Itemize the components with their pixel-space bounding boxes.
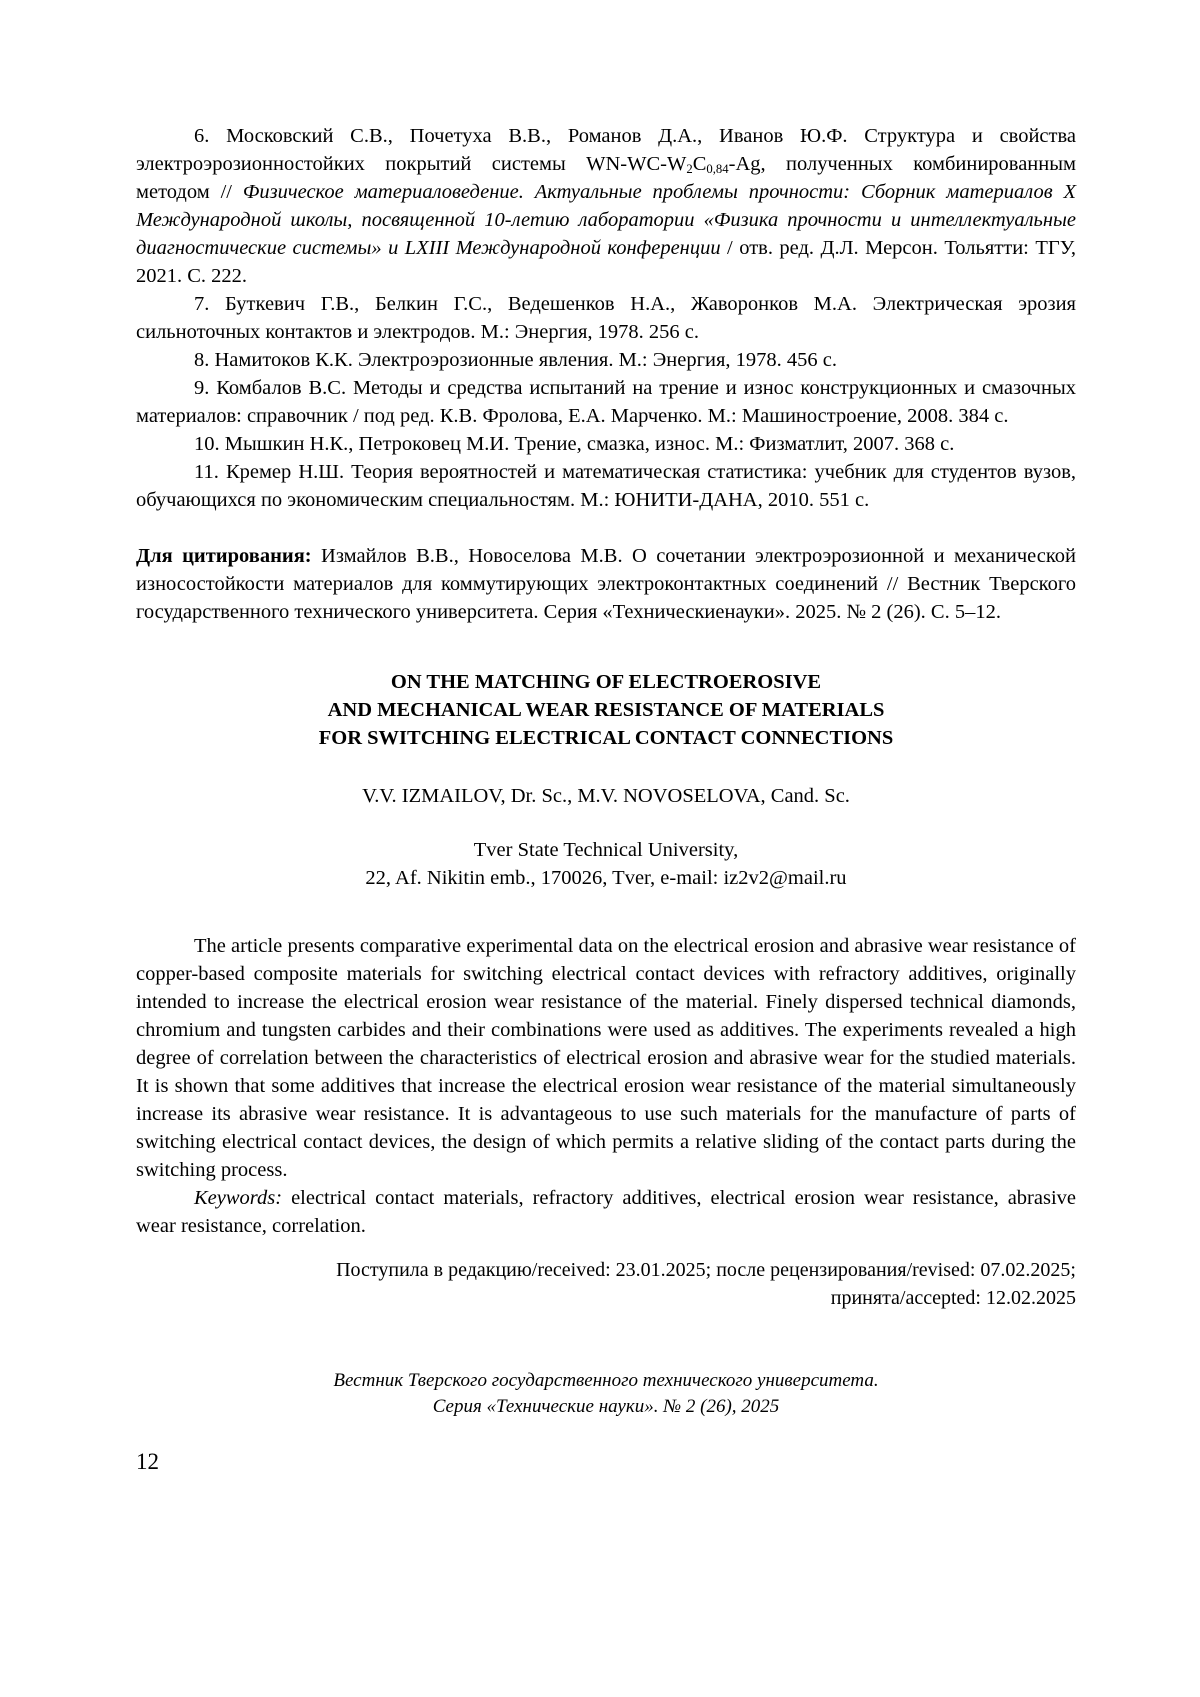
keywords-paragraph bbox=[136, 1184, 1076, 1240]
title-line-3: FOR SWITCHING ELECTRICAL CONTACT CONNECTIONS bbox=[318, 727, 894, 749]
title-line-2: AND MECHANICAL WEAR RESISTANCE OF MATERIALS bbox=[327, 699, 885, 721]
page-number: 12 bbox=[136, 1449, 159, 1474]
citation-note bbox=[136, 542, 1076, 626]
affiliation-block bbox=[136, 836, 1076, 892]
reference-item-8: 8. Намитоков К.К. Электроэрозионные явления. М.: Энергия, 1978. 456 с. bbox=[194, 349, 837, 371]
reference-6-text-3: -Ag, полученных комбинированным методом // bbox=[136, 153, 1076, 203]
abstract-paragraph: The article presents comparative experimental data on the electrical erosion and abrasive wear resistance of copper-based composite materials for switching electrical contact devices with refractory additives, originally intended to increase the electrical erosion wear resistance of the material. Finely dispersed technical diamonds, chromium and tungsten carbides and their combinations were used as additives. The experiments revealed a high degree of correlation between the characteristics of electrical erosion and abrasive wear for the studied materials. It is shown that some additives that increase the electrical erosion wear resistance of the material simultaneously increase its abrasive wear resistance. It is advantageous to use such materials for the manufacture of parts of switching electrical contact devices, the design of which permits a relative sliding of the contact parts during the switching process. bbox=[136, 935, 1076, 1181]
journal-footer-line-2: Серия «Технические науки». № 2 (26), 2025 bbox=[432, 1396, 780, 1417]
affiliation-line-1: Tver State Technical University, bbox=[473, 839, 739, 861]
reference-6-text-2: C bbox=[692, 153, 707, 175]
citation-label: Для цитирования: bbox=[136, 545, 312, 567]
reference-item-9: 9. Комбалов В.С. Методы и средства испытаний на трение и износ конструкционных и смазочных материалов: справочник / под ред. К.В. Фролова, Е.А. Марченко. М.: Машиностроение, 2008. 384 с. bbox=[136, 377, 1076, 427]
subscript-084: 0,84 bbox=[706, 162, 729, 177]
citation-text: Измайлов В.В., Новоселова М.В. О сочетании электроэрозионной и механической износостойкости материалов для коммутирующих электроконтактных соединений // Вестник Тверского государственного технического университета. Серия «Техническиенауки». 2025. № 2 (26). С. 5–12. bbox=[136, 545, 1076, 623]
reference-item-7: 7. Буткевич Г.В., Белкин Г.С., Ведешенков Н.А., Жаворонков М.А. Электрическая эрозия сильноточных контактов и электродов. М.: Энергия, 1978. 256 с. bbox=[136, 293, 1076, 343]
title-line-1: ON THE MATCHING OF ELECTROEROSIVE bbox=[390, 671, 822, 693]
journal-footer bbox=[136, 1368, 1076, 1420]
reference-item-10: 10. Мышкин Н.К., Петроковец М.И. Трение, смазка, износ. М.: Физматлит, 2007. 368 с. bbox=[194, 433, 955, 455]
subscript-2: 2 bbox=[686, 162, 693, 177]
reference-6-text-1: 6. Московский С.В., Почетуха В.В., Романов Д.А., Иванов Ю.Ф. Структура и свойства электроэрозионностойких покрытий системы WN-WC-W bbox=[136, 125, 1076, 175]
received-revised-accepted bbox=[136, 1256, 1076, 1312]
article-title-en bbox=[136, 668, 1076, 752]
journal-footer-line-1: Вестник Тверского государственного технического университета. bbox=[333, 1370, 879, 1391]
keywords-text: electrical contact materials, refractory additives, electrical erosion wear resistance, abrasive wear resistance, correlation. bbox=[136, 1187, 1076, 1237]
dates-line-2: принята/accepted: 12.02.2025 bbox=[830, 1287, 1076, 1309]
authors-line: V.V. IZMAILOV, Dr. Sc., M.V. NOVOSELOVA, Cand. Sc. bbox=[362, 785, 850, 807]
reference-item-6 bbox=[136, 122, 1076, 290]
affiliation-line-2: 22, Af. Nikitin emb., 170026, Tver, e-mail: iz2v2@mail.ru bbox=[365, 867, 847, 889]
reference-item-11: 11. Кремер Н.Ш. Теория вероятностей и математическая статистика: учебник для студентов вузов, обучающихся по экономическим специальностям. М.: ЮНИТИ-ДАНА, 2010. 551 с. bbox=[136, 461, 1076, 511]
dates-line-1: Поступила в редакцию/received: 23.01.2025; после рецензирования/revised: 07.02.2025; bbox=[336, 1259, 1076, 1281]
reference-6-italic-source: Физическое материаловедение. Актуальные проблемы прочности: Сборник материалов X Международной школы, посвященной 10-летию лаборатории «Физика прочности и интеллектуальные диагностические системы» и LXIII Международной конференции bbox=[136, 181, 1077, 259]
reference-6-text-4: / отв. ред. Д.Л. Мерсон. Тольятти: ТГУ, 2021. С. 222. bbox=[136, 237, 1077, 287]
keywords-label: Keywords: bbox=[194, 1187, 283, 1209]
